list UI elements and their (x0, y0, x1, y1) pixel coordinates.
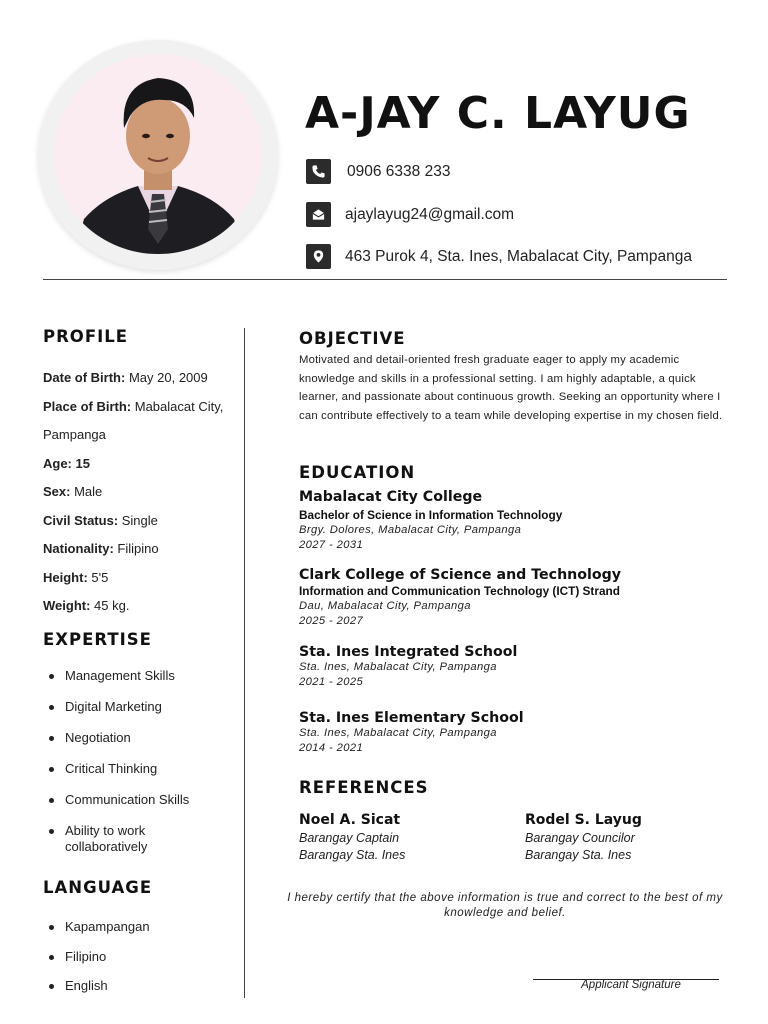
profile-place-of-birth-line2: Pampanga (43, 427, 106, 442)
school-years: 2027 - 2031 (299, 538, 364, 551)
profile-date-of-birth: Date of Birth: May 20, 2009 (43, 370, 208, 385)
reference-org: Barangay Sta. Ines (525, 847, 632, 862)
objective-text: Motivated and detail-oriented fresh graduate eager to apply my academic knowledge and skills in a professional setting. I am highly adaptable, a quick learner, and passionate about continuous growth. Seeking an opportunity where I can contribute effectively to a team while developing expertise in my chosen field. (299, 354, 723, 422)
degree-name: Information and Communication Technology (ICT) Strand (299, 584, 620, 598)
profile-details (43, 364, 243, 621)
header-divider (43, 279, 727, 280)
school-name: Sta. Ines Elementary School (299, 710, 524, 726)
school-name: Mabalacat City College (299, 489, 483, 505)
profile-sex: Sex: Male (43, 484, 103, 499)
objective-heading: OBJECTIVE (299, 329, 406, 348)
references-heading: REFERENCES (299, 778, 429, 797)
profile-heading: PROFILE (43, 327, 129, 346)
profile-nationality: Nationality: Filipino (43, 541, 159, 556)
education-entry (299, 710, 739, 755)
reference-position: Barangay Captain (299, 831, 400, 845)
school-location: Sta. Ines, Mabalacat City, Pampanga (299, 661, 497, 673)
degree-name: Bachelor of Science in Information Technology (299, 508, 563, 522)
list-item: Kapampangan (47, 919, 242, 935)
school-years: 2021 - 2025 (299, 675, 364, 688)
reference-name: Noel A. Sicat (299, 812, 401, 828)
school-location: Sta. Ines, Mabalacat City, Pampanga (299, 727, 497, 739)
education-heading: EDUCATION (299, 463, 416, 482)
email-address: ajaylayug24@gmail.com (345, 205, 515, 223)
list-item: English (47, 978, 242, 994)
list-item: Communication Skills (47, 792, 242, 808)
reference-entry (299, 812, 405, 863)
profile-photo-frame (38, 40, 278, 270)
reference-name: Rodel S. Layug (525, 812, 642, 828)
profile-age: Age: 15 (43, 455, 90, 471)
list-item: Ability to work collaboratively (47, 823, 197, 855)
signature-label: Applicant Signature (581, 979, 681, 991)
phone-number: 0906 6338 233 (347, 162, 451, 180)
reference-entry (525, 812, 642, 863)
profile-civil-status: Civil Status: Single (43, 512, 158, 528)
school-location: Brgy. Dolores, Mabalacat City, Pampanga (299, 524, 522, 536)
envelope-icon (306, 202, 331, 227)
list-item: Digital Marketing (47, 699, 242, 715)
school-name: Sta. Ines Integrated School (299, 644, 518, 660)
profile-photo (54, 54, 262, 254)
language-heading: LANGUAGE (43, 878, 153, 897)
person-photo-illustration (54, 54, 262, 254)
school-years: 2014 - 2021 (299, 741, 364, 754)
contact-phone (306, 159, 450, 184)
location-pin-icon (306, 244, 331, 269)
phone-icon (306, 159, 331, 184)
education-entry (299, 489, 739, 552)
language-list (47, 919, 242, 994)
certification-statement: I hereby certify that the above information is true and correct to the best of my knowledge and belief. (287, 892, 723, 919)
school-location: Dau, Mabalacat City, Pampanga (299, 600, 471, 612)
home-address: 463 Purok 4, Sta. Ines, Mabalacat City, Pampanga (345, 247, 692, 265)
expertise-heading: EXPERTISE (43, 630, 152, 649)
list-item: Critical Thinking (47, 761, 242, 777)
education-entry (299, 644, 739, 689)
contact-email (306, 202, 514, 227)
reference-org: Barangay Sta. Ines (299, 847, 406, 862)
education-entry (299, 567, 739, 628)
profile-height: Height: 5'5 (43, 569, 109, 585)
reference-position: Barangay Councilor (525, 831, 635, 845)
profile-place-of-birth: Place of Birth: Mabalacat City, (43, 398, 224, 414)
school-years: 2025 - 2027 (299, 614, 364, 627)
contact-address (306, 244, 692, 269)
expertise-list (47, 668, 242, 855)
list-item: Filipino (47, 949, 242, 965)
list-item: Negotiation (47, 730, 242, 746)
column-divider (244, 328, 245, 998)
list-item: Management Skills (47, 668, 242, 684)
school-name: Clark College of Science and Technology (299, 567, 622, 583)
profile-weight: Weight: 45 kg. (43, 598, 130, 613)
candidate-name: A-JAY C. LAYUG (305, 88, 691, 139)
